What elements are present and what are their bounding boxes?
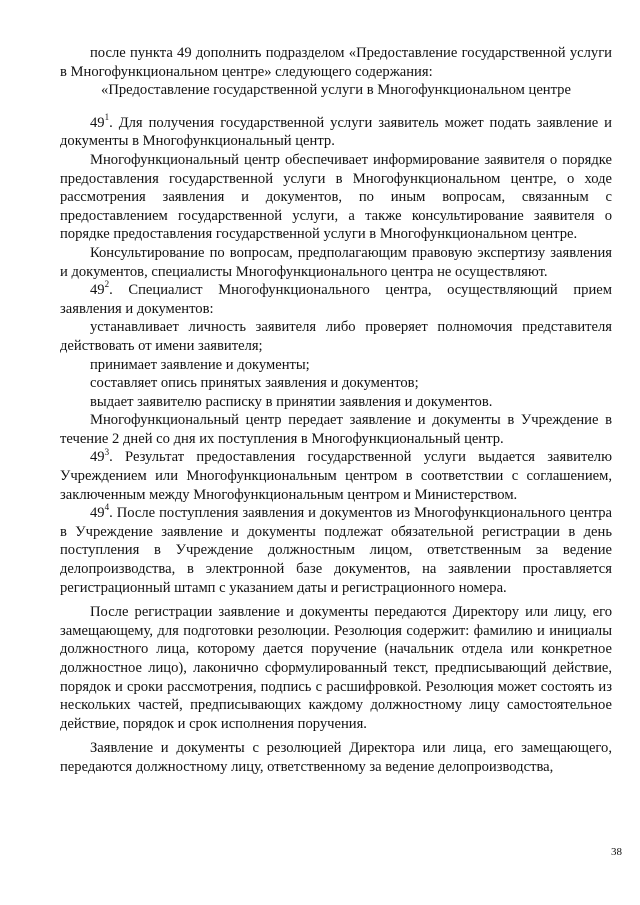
paragraph-resolution: После регистрации заявление и документы передаются Директору или лицу, его замещающему, для подготовки резолюции. Резолюция содержит: фамилию и инициалы должностного лица, которому дается поручение (начальник отдела или конкретное должностное лицо), лаконично сформулированный текст, предписывающий действие, порядок и сроки рассмотрения, подпись с расшифровкой. Резолюция может состоять из нескольких частей, предписывающих каждому должностному лицу самостоятельное действие, порядок и срок исполнения поручения. (60, 604, 612, 732)
page-number: 38 (611, 846, 622, 858)
paragraph-49-4 (60, 504, 612, 597)
clause-superscript: 1 (104, 111, 110, 122)
clause-number: 49 (90, 114, 105, 131)
clause-text: . После поступления заявления и документов из Многофункционального центра в Учреждение заявление и документы подлежат обязательной регистрации в день поступления в Учреждение должностным лицом, ответственным за ведение делопроизводства, в электронной базе документов, на заявлении проставляется регистрационный штамп с указанием даты и регистрационного номера. (60, 505, 612, 596)
paragraph-49-3 (60, 448, 612, 504)
paragraph-49-1 (60, 111, 612, 151)
paragraph-49-2 (60, 281, 612, 318)
list-item-inventory: составляет опись принятых заявления и документов; (90, 375, 419, 392)
clause-text: . Результат предоставления государственной услуги выдается заявителю Учреждением или Многофункциональным центром в соответствии с соглашением, заключенным между Многофункциональным центром и Министерством. (60, 449, 612, 503)
paragraph-intro: после пункта 49 дополнить подразделом «Предоставление государственной услуги в Многофункциональном центре» следующего содержания: (60, 45, 612, 80)
list-item-receipt: выдает заявителю расписку в принятии заявления и документов. (90, 393, 493, 410)
paragraph-transfer: Многофункциональный центр передает заявление и документы в Учреждение в течение 2 дней со дня их поступления в Многофункциональный центр. (60, 412, 612, 447)
clause-text: . Специалист Многофункционального центра, осуществляющий прием заявления и документов: (60, 282, 612, 317)
list-item-accept: принимает заявление и документы; (90, 356, 310, 373)
clause-text: . Для получения государственной услуги заявитель может подать заявление и документы в Многофункциональный центр. (60, 114, 612, 150)
clause-number: 49 (90, 449, 105, 466)
clause-superscript: 4 (104, 502, 110, 513)
paragraph-consulting: Консультирование по вопросам, предполагающим правовую экспертизу заявления и документов, специалисты Многофункционального центра не осуществляют. (60, 244, 612, 280)
clause-superscript: 3 (104, 446, 110, 457)
clause-number: 49 (90, 282, 105, 299)
paragraph-handover: Заявление и документы с резолюцией Директора или лица, его замещающего, передаются должностному лицу, ответственному за ведение делопроизводства, (60, 740, 612, 775)
paragraph-informing: Многофункциональный центр обеспечивает информирование заявителя о порядке предоставления государственной услуги в Многофункциональном центре, о ходе рассмотрения заявления и документов, по иным вопросам, связанным с предоставлением государственной услуги, а также консультирование заявителя о порядке предоставления государственной услуги в Многофункциональном центре. (60, 151, 612, 243)
clause-superscript: 2 (104, 279, 110, 290)
subsection-title: «Предоставление государственной услуги в Многофункциональном центре (101, 82, 571, 99)
list-item-identity: устанавливает личность заявителя либо проверяет полномочия представителя действовать от имени заявителя; (60, 319, 612, 354)
document-page (60, 44, 612, 777)
clause-number: 49 (90, 505, 105, 522)
